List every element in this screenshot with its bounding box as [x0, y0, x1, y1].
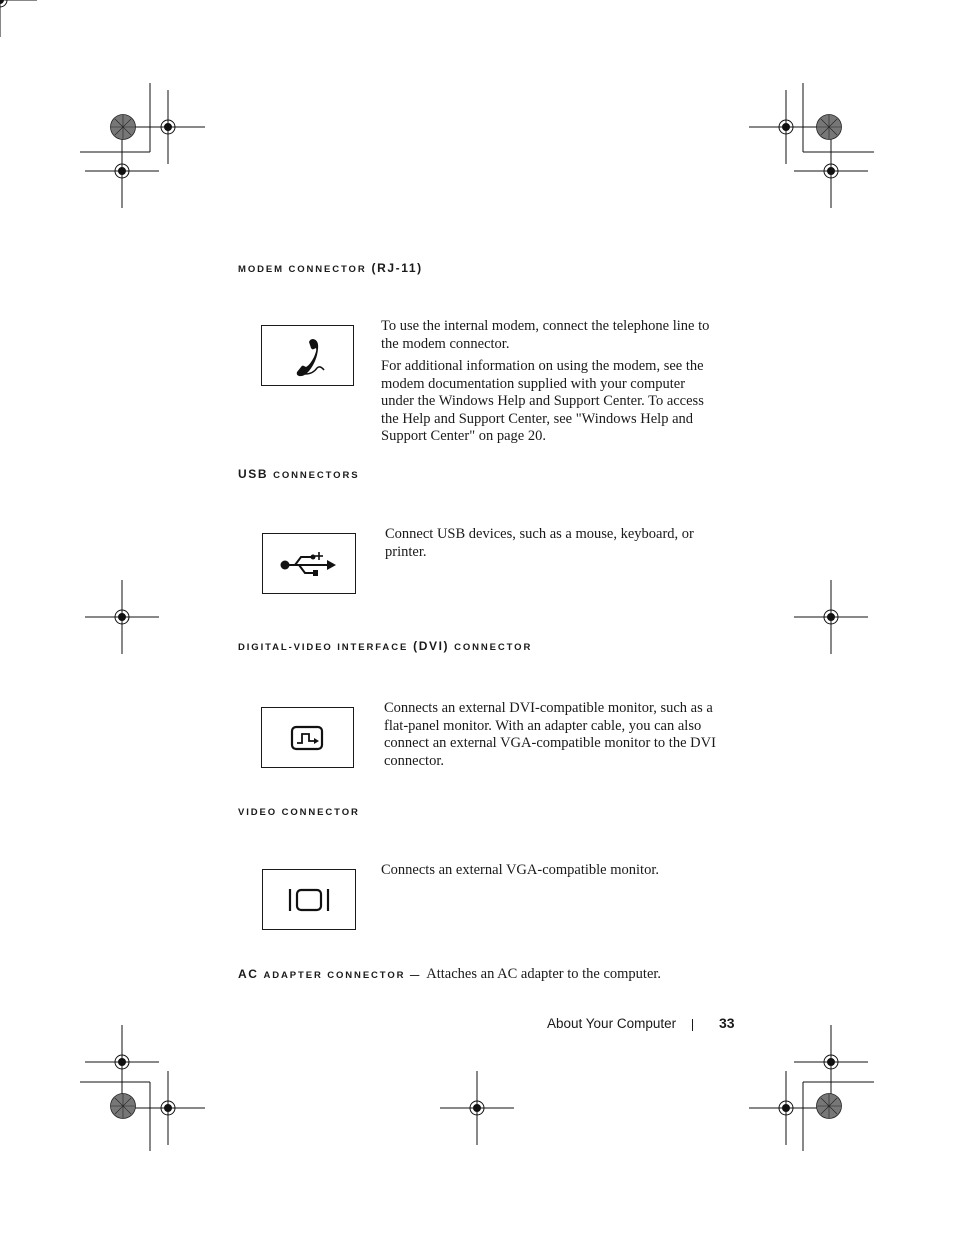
modem-paragraph-2: For additional information on using the modem, see the modem documentation supplied with your computer under the Windows Help and Support Center. To access the Help and Support Center, see "Windows Help and Support Center" on page 20.: [381, 358, 704, 444]
dvi-icon: [288, 723, 328, 753]
dvi-connector-heading: [238, 639, 532, 653]
video-description: [381, 862, 721, 885]
usb-connectors-heading: [238, 467, 359, 481]
usb-paragraph-1: Connect USB devices, such as a mouse, keyboard, or printer.: [385, 526, 694, 560]
video-paragraph-1: Connects an external VGA-compatible monitor.: [381, 862, 659, 878]
vga-monitor-icon: [286, 886, 332, 914]
usb-icon: [279, 549, 339, 579]
usb-icon-box: [262, 533, 356, 594]
heading-text-2: CONNECTOR: [454, 642, 533, 653]
heading-text: DIGITAL-VIDEO INTERFACE: [238, 642, 409, 653]
heading-paren: (DVI): [413, 639, 450, 653]
heading-text: VIDEO CONNECTOR: [238, 807, 360, 818]
heading-paren: (RJ-11): [371, 261, 423, 275]
video-connector-heading: [238, 804, 360, 818]
modem-paragraph-1: To use the internal modem, connect the telephone line to the modem connector.: [381, 318, 710, 352]
modem-description: [381, 318, 721, 451]
telephone-handset-icon: [283, 333, 333, 379]
ac-adapter-heading: [238, 967, 426, 981]
ac-adapter-description: Attaches an AC adapter to the computer.: [426, 966, 662, 982]
usb-description: [385, 526, 725, 566]
dvi-icon-box: [261, 707, 354, 768]
heading-text: MODEM CONNECTOR: [238, 264, 367, 275]
video-icon-box: [262, 869, 356, 930]
heading-text: CONNECTORS: [273, 470, 360, 481]
ac-adapter-entry: [238, 965, 661, 983]
modem-connector-heading: [238, 261, 423, 275]
heading-bold: AC: [238, 967, 259, 981]
modem-icon-box: [261, 325, 354, 386]
heading-text: ADAPTER CONNECTOR —: [263, 970, 422, 981]
dvi-description: [384, 700, 724, 775]
footer-title: About Your Computer: [547, 1016, 677, 1031]
heading-bold: USB: [238, 467, 269, 481]
dvi-paragraph-1: Connects an external DVI-compatible monitor, such as a flat-panel monitor. With an adapter cable, you can also connect an external VGA-compatible monitor to the DVI connector.: [384, 700, 716, 769]
footer-separator: [692, 1019, 693, 1031]
page-number: 33: [719, 1015, 735, 1031]
